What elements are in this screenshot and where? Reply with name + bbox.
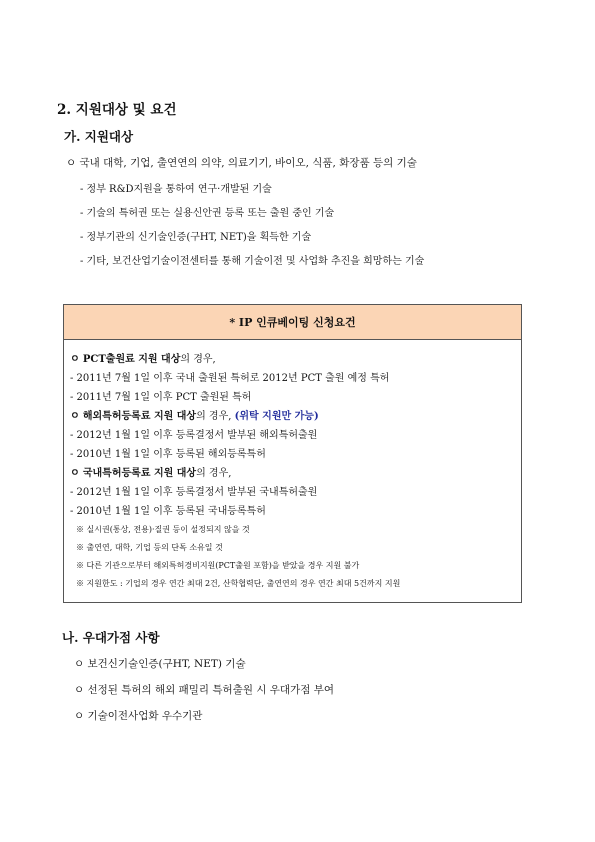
target-item: - 정부기관의 신기술인증(구HT, NET)을 획득한 기술 xyxy=(80,232,312,243)
target-item: - 기타, 보건산업기술이전센터를 통해 기술이전 및 사업화 추진을 희망하는 기술 xyxy=(80,256,425,267)
note-item: ※ 다른 기관으로부터 해외특허경비지원(PCT출원 포함)을 받았을 경우 지원 불가 xyxy=(76,561,360,570)
foreign-heading xyxy=(70,407,319,422)
pct-heading xyxy=(70,350,216,365)
subsection-title-bonus: 나. 우대가점 사항 xyxy=(62,630,160,645)
note-item: ※ 출연연, 대학, 기업 등의 단독 소유일 것 xyxy=(76,543,223,552)
domestic-item: - 2012년 1월 1일 이후 등록결정서 발부된 국내특허출원 xyxy=(70,487,318,498)
section-title: 2. 지원대상 및 요건 xyxy=(57,102,177,118)
target-bullet: ㅇ 국내 대학, 기업, 출연연의 의약, 의료기기, 바이오, 식품, 화장품 등의 기술 xyxy=(66,157,417,169)
subsection-title-target: 가. 지원대상 xyxy=(64,129,134,144)
pct-heading-suffix: 의 경우, xyxy=(180,354,216,365)
pct-heading-title: PCT출원료 지원 대상 xyxy=(82,354,181,365)
foreign-item: - 2012년 1월 1일 이후 등록결정서 발부된 해외특허출원 xyxy=(70,430,318,441)
target-item: - 기술의 특허권 또는 실용신안권 등록 또는 출원 중인 기술 xyxy=(80,208,335,219)
domestic-heading-suffix: 의 경우, xyxy=(196,468,232,479)
foreign-heading-suffix: 의 경우, xyxy=(196,411,232,422)
target-item: - 정부 R&D지원을 통하여 연구·개발된 기술 xyxy=(80,184,272,195)
requirements-box xyxy=(63,304,522,603)
domestic-item: - 2010년 1월 1일 이후 등록된 국내등록특허 xyxy=(70,506,266,517)
foreign-heading-title: 해외특허등록료 지원 대상 xyxy=(82,411,197,422)
note-item: ※ 지원한도 : 기업의 경우 연간 최대 2건, 산학협력단, 출연연의 경우 연간 최대 5건까지 지원 xyxy=(76,579,401,588)
consignment-note: (위탁 지원만 가능) xyxy=(234,411,319,422)
bonus-item: ㅇ 선정된 특허의 해외 패밀리 특허출원 시 우대가점 부여 xyxy=(74,684,334,696)
pct-item: - 2011년 7월 1일 이후 PCT 출원된 특허 xyxy=(70,392,252,403)
pct-item: - 2011년 7월 1일 이후 국내 출원된 특허로 2012년 PCT 출원 예정 특허 xyxy=(70,373,390,384)
bonus-item: ㅇ 기술이전사업화 우수기관 xyxy=(74,710,203,722)
foreign-item: - 2010년 1월 1일 이후 등록된 해외등록특허 xyxy=(70,449,266,460)
domestic-heading xyxy=(70,464,231,479)
bullet-marker: ㅇ xyxy=(70,468,80,479)
note-item: ※ 실시권(통상, 전용)·질권 등이 설정되지 않을 것 xyxy=(76,525,250,534)
bonus-item: ㅇ 보건신기술인증(구HT, NET) 기술 xyxy=(74,658,246,670)
requirements-box-header: * IP 인큐베이팅 신청요건 xyxy=(64,305,521,340)
domestic-heading-title: 국내특허등록료 지원 대상 xyxy=(82,468,197,479)
bullet-marker: ㅇ xyxy=(70,411,80,422)
bullet-marker: ㅇ xyxy=(70,354,80,365)
